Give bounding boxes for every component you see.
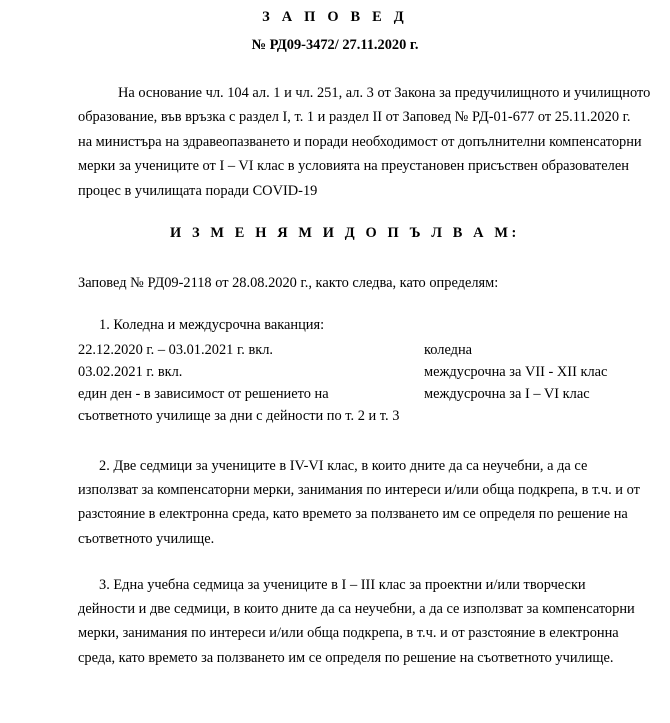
intro-line: мерки за учениците от I – VI клас в условията на преустановен присъствен образователен [78,158,629,175]
item1-title: 1. Коледна и междусрочна ваканция: [99,317,325,333]
intro-line: На основание чл. 104 ал. 1 и чл. 251, ал. 3 от Закона за предучилищното и училищното [118,85,651,101]
item3-line: дейности и две седмици, в които дните да са неучебни, а да се използват за компенсаторни [78,601,635,618]
vacation-dates: 22.12.2020 г. – 03.01.2021 г. вкл. [78,342,274,358]
item2-paragraph [78,454,640,551]
document-number: № РД09-3472/ 27.11.2020 г. [251,37,419,53]
item3-paragraph [78,573,635,670]
item3-line: среда, като времето за ползването им се определя по решение на съответното училище. [78,649,614,666]
item3-line: мерки, занимания по интереси и/или обща подкрепа, в т.ч. и от разстояние в електронна [78,625,619,642]
vacation-dates: съответното училище за дни с дейности по т. 2 и т. 3 [78,408,400,424]
item2-line: 2. Две седмици за учениците в IV-VI клас, в които дните да са неучебни, а да се [99,458,588,474]
item2-line: разстояние в електронна среда, като времето за ползването им се определя по решение на [78,506,628,523]
intro-paragraph [78,81,651,203]
vacation-dates: 03.02.2021 г. вкл. [78,364,183,380]
vacation-kind: междусрочна за I – VI клас [424,386,590,402]
order-reference: Заповед № РД09-2118 от 28.08.2020 г., както следва, като определям: [78,275,499,291]
item3-line: 3. Една учебна седмица за учениците в I – III клас за проектни и/или творчески [99,577,586,593]
item2-line: съответното училище. [78,530,215,547]
vacation-kind: коледна [424,342,473,358]
intro-line: на министъра на здравеопазването и поради необходимост от допълнителни компенсаторни [78,133,642,150]
section-heading: И З М Е Н Я М И Д О П Ъ Л В А М: [170,225,520,241]
document-title: З А П О В Е Д [262,9,408,25]
vacation-dates: един ден - в зависимост от решението на [78,386,329,402]
intro-line: процес в училищата поради COVID-19 [78,182,318,199]
vacation-kind: междусрочна за VII - XII клас [424,364,608,380]
intro-line: образование, във връзка с раздел I, т. 1 и раздел II от Заповед № РД-01-677 от 25.11.2020 г. [78,109,631,126]
item2-line: използват за компенсаторни мерки, занимания по интереси и/или обща подкрепа, в т.ч. и от [78,482,640,499]
